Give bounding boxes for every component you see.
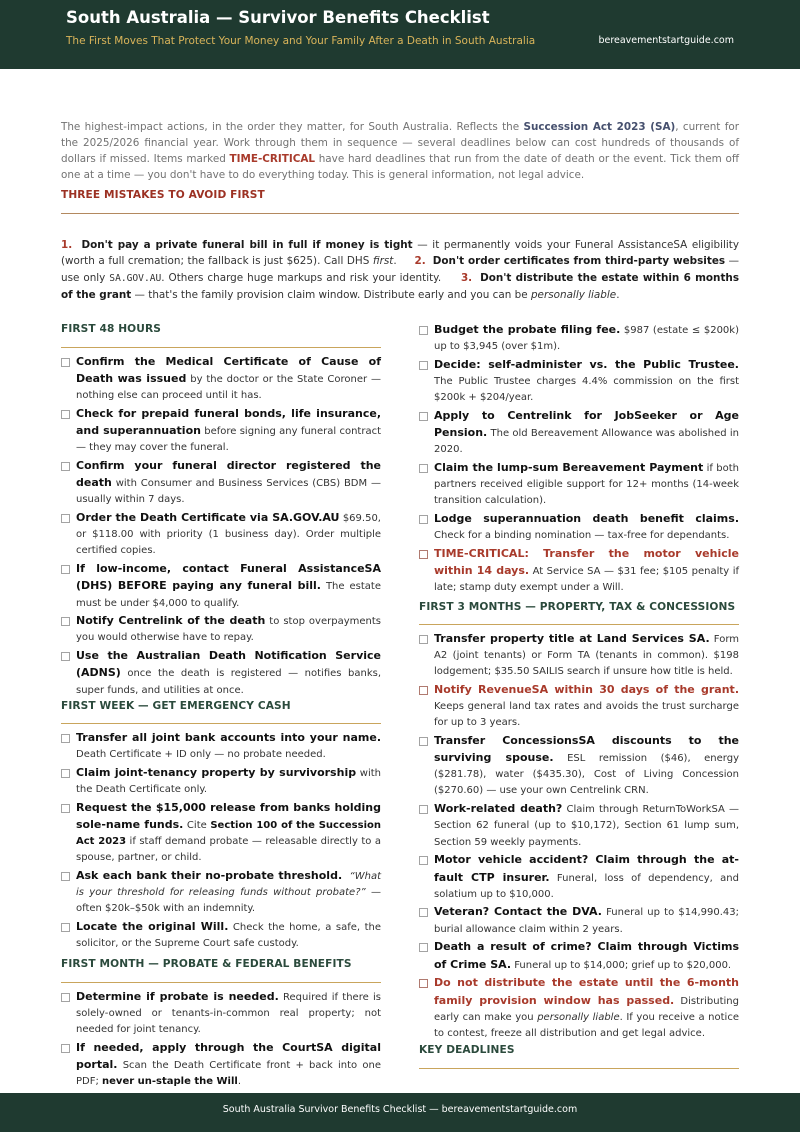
site-link[interactable]: bereavementstartguide.com	[598, 35, 734, 46]
checklist-item[interactable]: Transfer property title at Land Services SA. Form A2 (joint tenants) or Form TA (tenants in common). $198 lodgement; $35.50 SAILIS search if unsure how title is held.	[419, 631, 739, 680]
checkbox[interactable]	[419, 412, 428, 421]
checklist-item[interactable]: Work-related death? Claim through ReturnToWorkSA — Section 62 funeral (up to $10,172), Section 61 lump sum, Section 59 weekly payments.	[419, 801, 739, 850]
checklist-item[interactable]: Ask each bank their no-probate threshold. “What is your threshold for releasing funds without probate?” — often $20k–$50k with an indemnity.	[61, 868, 381, 917]
section-first-48-hours: FIRST 48 HOURS	[61, 323, 161, 335]
checklist-item[interactable]: Death a result of crime? Claim through Victims of Crime SA. Funeral up to $14,000; grief up to $20,000.	[419, 939, 739, 973]
intro-paragraph: The highest-impact actions, in the order they matter, for South Australia. Reflects the Succession Act 2023 (SA), current for the 2025/2026 financial year. Work through them in sequence — several deadlines below can cost hundreds of thousands of dollars if missed. Items marked TIME-CRITICAL have hard deadlines that run from the date of death or the event. Tick them off one at a time — you don't have to do everything today. This is general information, not legal advice.	[61, 121, 739, 182]
checkbox[interactable]	[61, 462, 70, 471]
checklist-item[interactable]: Veteran? Contact the DVA. Funeral up to $14,990.43; burial allowance claim within 2 years.	[419, 904, 739, 937]
checklist-item[interactable]: Confirm the Medical Certificate of Cause of Death was issued by the doctor or the State Coroner — nothing else can proceed until it has.	[61, 354, 381, 404]
checklist-item-time-critical[interactable]: Do not distribute the estate until the 6-month family provision window has passed. Distributing early can make you personally liable. If you receive a notice to contest, freeze all distribution and get legal advice.	[419, 975, 739, 1041]
checklist-item[interactable]: Notify Centrelink of the death to stop overpayments you would otherwise have to repay.	[61, 613, 381, 646]
checkbox[interactable]	[61, 565, 70, 574]
section-divider	[419, 1068, 739, 1069]
checklist-item[interactable]: Use the Australian Death Notification Service (ADNS) once the death is registered — notifies banks, super funds, and utilities at once.	[61, 648, 381, 698]
mistakes-list: 1. Don't pay a private funeral bill in full if money is tight — it permanently voids your Funeral AssistanceSA eligibility (worth a full cremation; the fallback is just $625). Call DHS first. 2. Don't order certificates from third-party websites — use only SA.GOV.AU. Others charge huge markups and risk your identity. 3. Don't distribute the estate within 6 months of the grant — that's the family provision claim window. Distribute early and you can be personally liable.	[61, 239, 740, 301]
checklist-item[interactable]: Motor vehicle accident? Claim through the at-fault CTP insurer. Funeral, loss of dependency, and solatium up to $10,000.	[419, 852, 739, 902]
checkbox[interactable]	[61, 993, 70, 1002]
section-first-week: FIRST WEEK — GET EMERGENCY CASH	[61, 700, 291, 712]
checklist-item[interactable]: If needed, apply through the CourtSA digital portal. Scan the Death Certificate front + back into one PDF; never un-staple the Will.	[61, 1040, 381, 1090]
section-divider	[61, 982, 381, 983]
section-first-3-months: FIRST 3 MONTHS — PROPERTY, TAX & CONCESSIONS	[419, 601, 736, 613]
checkbox[interactable]	[61, 617, 70, 626]
checkbox[interactable]	[419, 686, 428, 695]
checkbox[interactable]	[419, 805, 428, 814]
checkbox[interactable]	[419, 908, 428, 917]
checklist-item[interactable]: Check for prepaid funeral bonds, life insurance, and superannuation before signing any funeral contract — they may cover the funeral.	[61, 406, 381, 456]
checklist-first-48-hours	[61, 354, 381, 700]
checkbox[interactable]	[419, 515, 428, 524]
checkbox[interactable]	[419, 635, 428, 644]
page-subtitle: The First Moves That Protect Your Money and Your Family After a Death in South Australia	[66, 35, 536, 47]
checkbox[interactable]	[61, 1044, 70, 1053]
checklist-item[interactable]: Budget the probate filing fee. $987 (estate ≤ $200k) up to $3,945 (over $1m).	[419, 322, 739, 355]
checklist-item[interactable]: If low-income, contact Funeral AssistanceSA (DHS) BEFORE paying any funeral bill. The estate must be under $4,000 to qualify.	[61, 561, 381, 611]
checkbox[interactable]	[419, 550, 428, 559]
checklist-first-month-left	[61, 989, 381, 1092]
checklist-item[interactable]: Locate the original Will. Check the home, a safe, the solicitor, or the Supreme Court safe custody.	[61, 919, 381, 952]
checklist-item[interactable]: Apply to Centrelink for JobSeeker or Age Pension. The old Bereavement Allowance was abolished in 2020.	[419, 408, 739, 458]
section-divider	[419, 624, 739, 625]
checkbox[interactable]	[61, 872, 70, 881]
checkbox[interactable]	[61, 652, 70, 661]
act-reference: Succession Act 2023 (SA)	[523, 121, 676, 133]
checklist-item[interactable]: Confirm your funeral director registered the death with Consumer and Business Services (CBS) BDM — usually within 7 days.	[61, 458, 381, 508]
checklist-item[interactable]: Determine if probate is needed. Required if there is solely-owned or tenants-in-common real property; not needed for joint tenancy.	[61, 989, 381, 1038]
checkbox[interactable]	[61, 410, 70, 419]
checklist-item-time-critical[interactable]: TIME-CRITICAL: Transfer the motor vehicle within 14 days. At Service SA — $31 fee; $105 penalty if late; stamp duty exempt under a Will.	[419, 546, 739, 596]
checkbox[interactable]	[61, 514, 70, 523]
checkbox[interactable]	[419, 464, 428, 473]
section-key-deadlines: KEY DEADLINES	[419, 1044, 515, 1056]
section-divider	[61, 347, 381, 348]
footer-text: South Australia Survivor Benefits Checklist — bereavementstartguide.com	[222, 1104, 578, 1115]
checklist-item[interactable]: Claim joint-tenancy property by survivorship with the Death Certificate only.	[61, 765, 381, 798]
checkbox[interactable]	[419, 979, 428, 988]
page-header	[0, 0, 800, 69]
page-title: South Australia — Survivor Benefits Checklist	[66, 8, 490, 27]
checkbox[interactable]	[419, 361, 428, 370]
checkbox[interactable]	[61, 358, 70, 367]
checkbox[interactable]	[61, 923, 70, 932]
checkbox[interactable]	[419, 943, 428, 952]
section-divider	[61, 723, 381, 724]
page-footer	[0, 1093, 800, 1132]
checkbox[interactable]	[61, 734, 70, 743]
checklist-item[interactable]: Claim the lump-sum Bereavement Payment if both partners received eligible support for 12+ months (14-week transition calculation).	[419, 460, 739, 509]
checkbox[interactable]	[61, 769, 70, 778]
checklist-item[interactable]: Lodge superannuation death benefit claims. Check for a binding nomination — tax-free for dependants.	[419, 511, 739, 544]
checklist-item-time-critical[interactable]: Notify RevenueSA within 30 days of the grant. Keeps general land tax rates and avoids the trust surcharge for up to 3 years.	[419, 682, 739, 731]
mistakes-heading: THREE MISTAKES TO AVOID FIRST	[61, 189, 265, 201]
checklist-first-week	[61, 730, 381, 954]
checklist-item[interactable]: Transfer ConcessionsSA discounts to the surviving spouse. ESL remission ($46), energy ($281.78), water ($435.30), Cost of Living Concession ($270.60) — use your own Centrelink CRN.	[419, 733, 739, 799]
checklist-item[interactable]: Decide: self-administer vs. the Public Trustee. The Public Trustee charges 4.4% commission on the first $200k + $204/year.	[419, 357, 739, 406]
checklist-first-month-right	[419, 322, 739, 598]
checkbox[interactable]	[419, 737, 428, 746]
checklist-item[interactable]: Transfer all joint bank accounts into your name. Death Certificate + ID only — no probate needed.	[61, 730, 381, 763]
checklist-item[interactable]: Order the Death Certificate via SA.GOV.AU $69.50, or $118.00 with priority (1 business day). Order multiple certified copies.	[61, 510, 381, 559]
checkbox[interactable]	[419, 326, 428, 335]
section-first-month: FIRST MONTH — PROBATE & FEDERAL BENEFITS	[61, 958, 352, 970]
time-critical-label: TIME-CRITICAL	[229, 153, 315, 166]
checklist-first-3-months	[419, 631, 739, 1044]
checkbox[interactable]	[61, 804, 70, 813]
checklist-item[interactable]: Request the $15,000 release from banks holding sole-name funds. Cite Section 100 of the Succession Act 2023 if staff demand probate — releasable directly to a spouse, partner, or child.	[61, 800, 381, 866]
mistakes-divider	[61, 213, 739, 214]
checkbox[interactable]	[419, 856, 428, 865]
